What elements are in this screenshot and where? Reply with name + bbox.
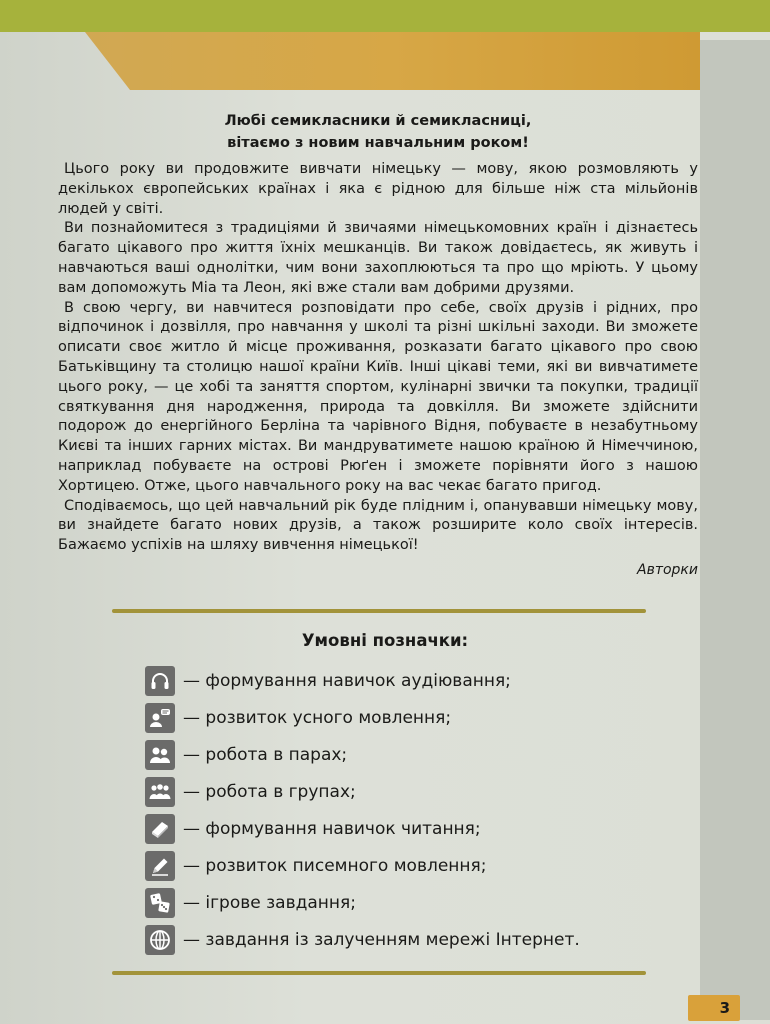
legend-item-game [145, 884, 580, 921]
legend-item-pairs [145, 736, 580, 773]
dice-icon [145, 888, 175, 918]
page-number: 3 [688, 995, 740, 1021]
right-side-strip [700, 40, 770, 1020]
greeting-heading [58, 110, 698, 154]
pencil-icon [145, 851, 175, 881]
group-icon [145, 777, 175, 807]
legend-item-text: — розвиток писемного мовлення; [183, 855, 487, 876]
legend-item-listening [145, 662, 580, 699]
legend-item-groups [145, 773, 580, 810]
paragraph: Ви познайомитеся з традиціями й звичаями німецькомовних країн і дізнаєтесь багато цікавого про життя їхніх мешканців. Ви також довідаєтесь, як живуть і навчаються ваші однолітки, чим вони захоплюються та про що мріють. У цьому вам допоможуть Міа та Леон, які вже стали вам добрими друзями. [58, 220, 698, 296]
legend-item-text: — формування навичок аудіювання; [183, 670, 511, 691]
legend-item-text: — робота в групах; [183, 781, 356, 802]
legend-title: Умовні позначки: [301, 631, 469, 650]
paragraph: В свою чергу, ви навчитеся розповідати про себе, своїх друзів і рідних, про відпочинок і дозвілля, про навчання у школі та різні шкільні заходи. Ви зможете описати своє житло й місце проживання, розказати багато цікавого про свою Батьківщину та столицю нашої країни Київ. Інші цікаві теми, які ви вивчатимете цього року, — це хобі та заняття спортом, кулінарні звички та покупки, традиції святкування дня народження, природа та довкілля. Ви зможете здійснити подорож до енергійного Берліна та чарівного Відня, побуваєте в незабутньому Києві та інших гарних містах. Ви мандруватимете нашою країною й Німеччиною, наприклад побуваєте на острові Рюґен і зможете порівняти його з нашою Хортицею. Отже, цього навчального року на вас чекає багато пригод. [58, 299, 698, 494]
greeting-line-1: Любі семикласники й семикласниці, [224, 113, 532, 129]
intro-text [58, 110, 698, 578]
greeting-line-2: вітаємо з новим навчальним роком! [227, 135, 529, 151]
paragraph: Сподіваємось, що цей навчальний рік буде плідним і, опанувавши німецьку мову, ви знайдете багато нових друзів, а також розширите коло своїх інтересів. Бажаємо успіхів на шляху вивчення німецької! [58, 497, 698, 554]
divider-bottom [112, 971, 646, 975]
speaking-icon [145, 703, 175, 733]
legend-item-text: — формування навичок читання; [183, 818, 481, 839]
signature: Авторки [637, 561, 698, 578]
legend-item-speaking [145, 699, 580, 736]
legend-list [145, 662, 580, 958]
globe-icon [145, 925, 175, 955]
legend-item-writing [145, 847, 580, 884]
legend-item-internet [145, 921, 580, 958]
paragraph: Цього року ви продовжите вивчати німецьку — мову, якою розмовляють у декількох європейських країнах і яка є рідною для більше ніж ста мільйонів людей у світі. [58, 161, 698, 217]
divider-top [112, 609, 646, 613]
book-icon [145, 814, 175, 844]
legend-item-text: — завдання із залученням мережі Інтернет. [183, 929, 580, 950]
legend-item-reading [145, 810, 580, 847]
legend-item-text: — ігрове завдання; [183, 892, 356, 913]
headphones-icon [145, 666, 175, 696]
top-header-tab [85, 32, 700, 90]
top-color-band [0, 0, 770, 32]
legend-item-text: — розвиток усного мовлення; [183, 707, 452, 728]
legend-item-text: — робота в парах; [183, 744, 348, 765]
pair-icon [145, 740, 175, 770]
